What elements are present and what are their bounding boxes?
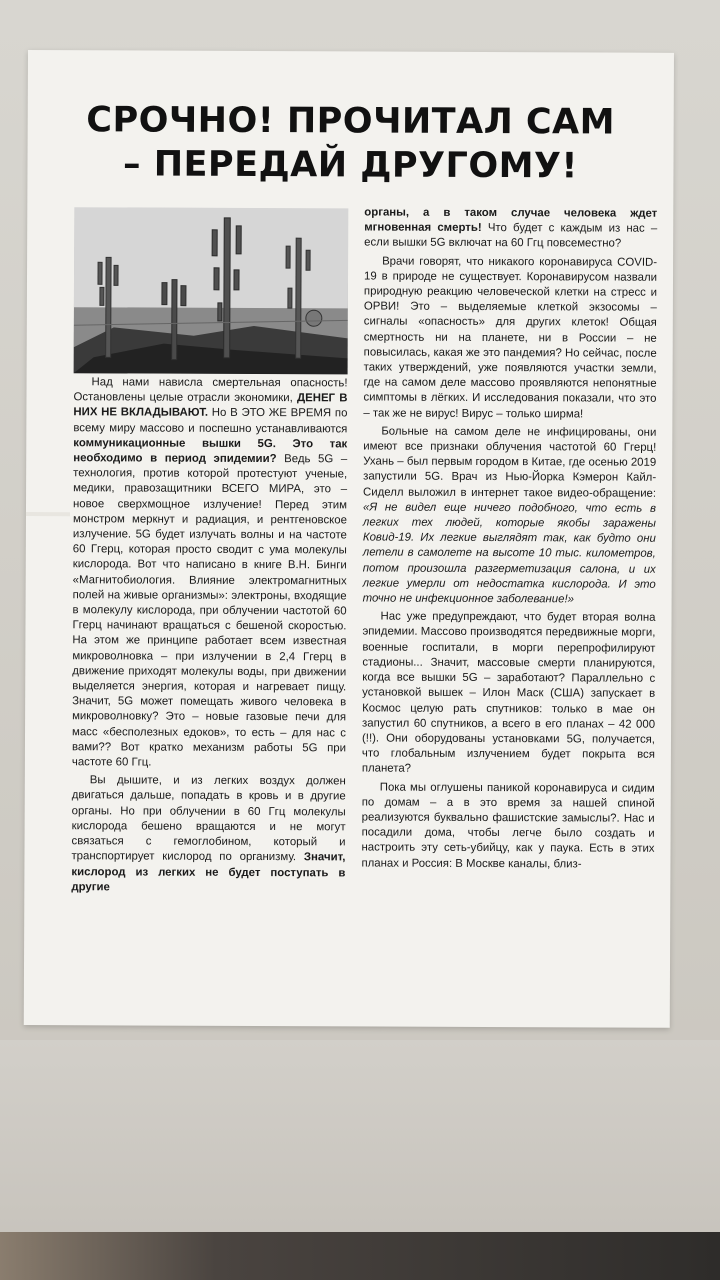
text-span: Что будет с каждым из нас – если вышки 5G включат на 60 Ггц повсеместно? xyxy=(364,222,658,250)
left-paragraph-2 xyxy=(71,773,346,896)
right-paragraph-4: Нас уже предупреждают, что будет вторая волна эпидемии. Массово производятся передвижные морги, военные госпитали, в морги перепрофилируют стадионы... Значит, массовые смерти планируются, когда все вышки 5G – заработают? Параллельно с установкой вышек – Илон Маск (США) запускает в Космос целую рать спутников: только в мае он запустил 60 спутников, а всего в его планах – 42 000 (!!). Они оборудованы установками 5G, получается, что глобальным излучением будет покрыта вся планета? xyxy=(361,610,656,775)
paper-fold xyxy=(26,512,70,516)
cell-towers-photo xyxy=(74,207,349,374)
headline-line-2: – ПЕРЕДАЙ ДРУГОМУ! xyxy=(122,144,578,187)
quote-text: «Я не видел еще ничего подобного, что есть в легких тех людей, которые якобы заражены Ковид-19. Их легкие выглядят так, как будто они летели в самолете на высоте 10 тыс. километров, потом произошла разгерметизация салона, и их легкие умерли от недостатка кислорода. И это точно не инфекционное заболевание!» xyxy=(362,501,657,606)
right-column xyxy=(361,205,657,875)
right-paragraph-2: Врачи говорят, что никакого коронавируса COVID-19 в природе не существует. Коронавирусом назвали природную реакцию человеческой клетки на стресс и ОРВИ! Это – выделяемые клеткой экзосомы – сигналы «опасность» для других клеток! Общая смертность ни на планете, ни в России – не повысилась, какая же это пандемия? Но сейчас, после таких утверждений, уже появляются участки земли, где на самом деле массово проявляются непонятные симптомы в лёгких. И исследования показали, что это – так же не вирус! Вирус – только ширма! xyxy=(363,255,658,421)
text-span: Вы дышите, и из легких воздух должен двигаться дальше, попадать в кровь и в другие органы. Но при облучении в 60 Ггц молекулы кислорода бешено вращаются и не могут связаться с гемоглобином, который и транспортирует кислород по организму. xyxy=(71,774,346,864)
left-paragraph-1 xyxy=(72,375,348,771)
headline-line-1: СРОЧНО! ПРОЧИТАЛ САМ xyxy=(86,100,616,143)
text-span: Но В ЭТО ЖЕ ВРЕМЯ по всему миру массово и поспешно устанавливаются xyxy=(73,407,348,436)
bold-text: коммуникационные вышки 5G. Это так необходимо в период эпидемии? xyxy=(73,437,348,466)
right-paragraph-3 xyxy=(363,424,657,608)
leaflet-sheet xyxy=(24,50,674,1028)
towers-illustration xyxy=(74,207,349,374)
bold-text: ДЕНЕГ В НИХ НЕ ВКЛАДЫВАЮТ. xyxy=(73,392,348,420)
right-paragraph-1 xyxy=(364,205,657,252)
left-column xyxy=(71,375,347,899)
text-span: Ведь 5G – технология, против которой протестуют ученые, медики, правозащитники ВСЕГО МИРА, это – новое сверхмощное излучение! Перед этим монстром меркнут и радиация, и рентгеновское излучение. 5G будет излучать волны и на частоте 60 Ггерц, которая просто сводит с ума молекулы кислорода. Вот что написано в книге В.Н. Бинги «Магнитобиология. Влияние электромагнитных полей на живые организмы»: электроны, входящие в молекулу кислорода, при облучении частотой 60 Ггерц начинают вращаться с бешеной скоростью. На этом же принципе работает всем известная микроволновка – при излучении в 2,4 Ггерц в движение приходят молекулы воды, при движении выделяется энергия, которая и нагревает пищу. Значит, 5G может помещать живого человека в микроволновку? Это – новые газовые печи для масс «бесполезных едоков», то есть – для нас с вами?? Вот кратко механизм работы 5G при частоте 60 Ггц. xyxy=(71,453,348,769)
bold-text: Значит, кислород из легких не будет поступать в другие xyxy=(71,851,346,894)
bold-text: органы, а в таком случае человека ждет мгновенная смерть! xyxy=(364,206,658,235)
table-edge xyxy=(0,1232,720,1280)
text-span: Больные на самом деле не инфицированы, они имеют все признаки облучения частотой 60 Ггерц! Ухань – был первым городом в Китае, где осенью 2019 запустили 5G. Врач из Нью-Йорка Кэмерон Кайл-Сиделл выложил в интернет такое видео-обращение: xyxy=(363,425,657,500)
text-span: Над нами нависла смертельная опасность! Остановлены целые отрасли экономики, xyxy=(73,376,348,405)
right-paragraph-5: Пока мы оглушены паникой коронавируса и сидим по домам – а в это время за нашей спиной реализуются буквально фашистские замыслы?. Нас и посадили дома, чтобы легче было создать и настроить эту сеть-убийцу, как у паука. Есть в этих планах и Россия: В Москве каналы, близ- xyxy=(361,781,655,870)
leaflet-headline xyxy=(27,98,673,189)
